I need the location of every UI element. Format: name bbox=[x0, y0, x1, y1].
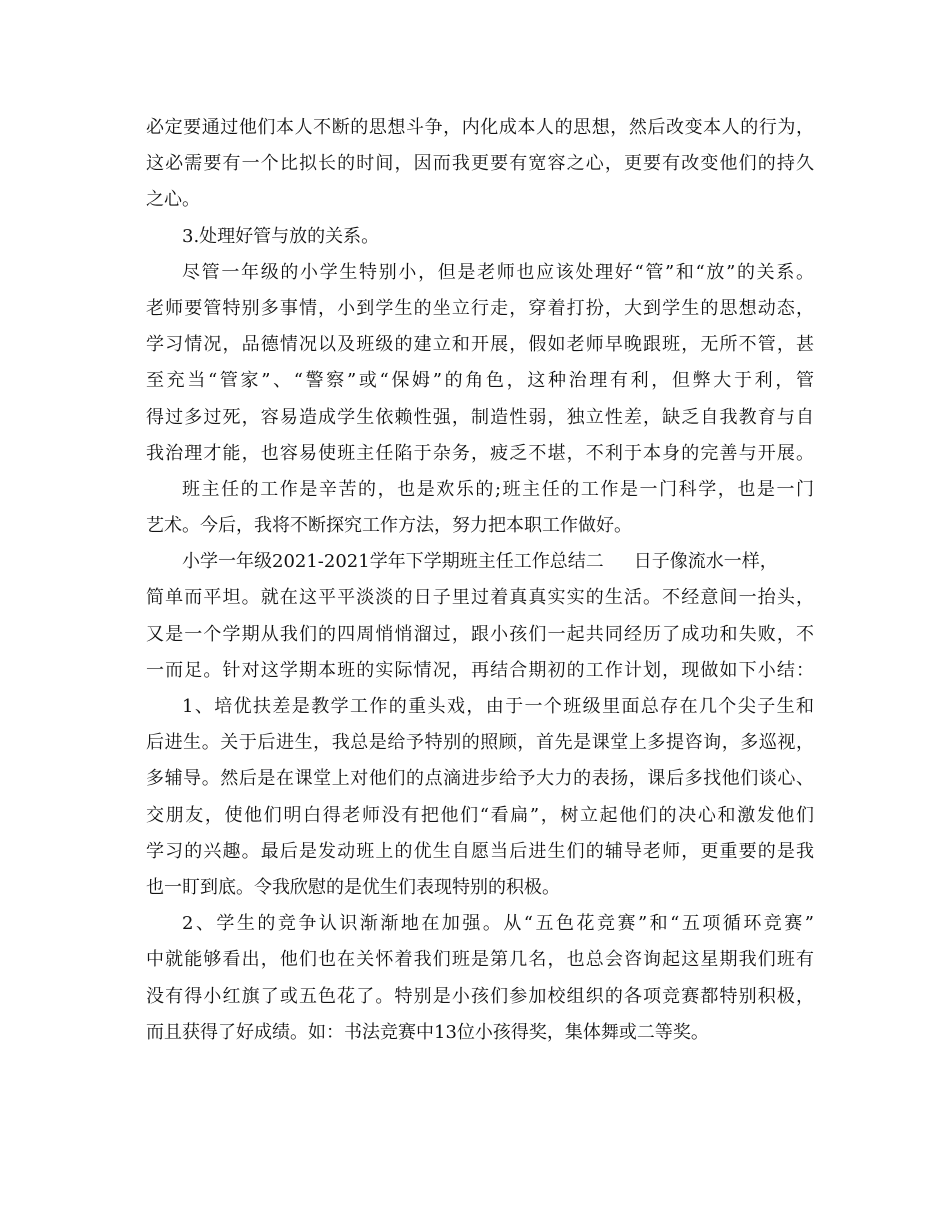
paragraph-first-line: 1、培优扶差是教学工作的重头戏，由于一个班级里面总存在几个尖子生和 bbox=[182, 696, 814, 717]
document-body bbox=[146, 110, 814, 1051]
text-line: 学习的兴趣。最后是发动班上的优生自愿当后进生们的辅导老师，更重要的是我 bbox=[146, 840, 814, 862]
text-line: 多辅导。然后是在课堂上对他们的点滴进步给予大力的表扬，课后多找他们谈心、 bbox=[146, 768, 814, 790]
text-line: 必定要通过他们本人不断的思想斗争，内化成本人的思想，然后改变本人的行为， bbox=[146, 117, 814, 138]
section-title: 小学一年级2021-2021学年下学期班主任工作总结二 bbox=[182, 551, 604, 573]
text-line: 而且获得了好成绩。如：书法竞赛中13位小孩得奖，集体舞或二等奖。 bbox=[146, 1021, 709, 1043]
text-line: 我治理才能，也容易使班主任陷于杂务，疲乏不堪，不利于本身的完善与开展。 bbox=[146, 442, 814, 464]
text-line: 得过多过死，容易造成学生依赖性强，制造性弱，独立性差，缺乏自我教育与自 bbox=[146, 406, 814, 428]
text-line: 没有得小红旗了或五色花了。特别是小孩们参加校组织的各项竞赛都特别积极， bbox=[146, 985, 814, 1007]
text-line: 也一盯到底。令我欣慰的是优生们表现特别的积极。 bbox=[146, 876, 560, 898]
text-line: 后进生。关于后进生，我总是给予特别的照顾，首先是课堂上多提咨询，多巡视， bbox=[146, 732, 814, 754]
text-line: 交朋友，使他们明白得老师没有把他们“看扁”，树立起他们的决心和激发他们 bbox=[146, 804, 814, 826]
section-heading: 3.处理好管与放的关系。 bbox=[182, 225, 380, 247]
paragraph-first-line: 2、学生的竞争认识渐渐地在加强。从“五色花竞赛”和“五项循环竞赛” bbox=[182, 913, 814, 935]
paragraph-first-line: 尽管一年级的小学生特别小，但是老师也应该处理好“管”和“放”的关系。 bbox=[182, 261, 814, 283]
text-line: 老师要管特别多事情，小到学生的坐立行走，穿着打扮，大到学生的思想动态， bbox=[146, 297, 814, 319]
section-title-continuation: 日子像流水一样， bbox=[633, 551, 778, 573]
paragraph-first-line: 班主任的工作是辛苦的，也是欢乐的;班主任的工作是一门科学，也是一门 bbox=[182, 478, 814, 500]
text-line: 简单而平坦。就在这平平淡淡的日子里过着真真实实的生活。不经意间一抬头， bbox=[146, 587, 814, 609]
text-line: 又是一个学期从我们的四周悄悄溜过，跟小孩们一起共同经历了成功和失败，不 bbox=[146, 623, 814, 645]
text-line: 学习情况，品德情况以及班级的建立和开展，假如老师早晚跟班，无所不管，甚 bbox=[146, 334, 814, 356]
section-title-line bbox=[146, 544, 814, 580]
text-line: 一而足。针对这学期本班的实际情况，再结合期初的工作计划，现做如下小结： bbox=[146, 659, 814, 681]
text-line: 之心。 bbox=[146, 189, 200, 211]
text-line: 这必需要有一个比拟长的时间，因而我更要有宽容之心，更要有改变他们的持久 bbox=[146, 153, 814, 175]
text-line: 艺术。今后，我将不断探究工作方法，努力把本职工作做好。 bbox=[146, 515, 632, 537]
text-line: 至充当“管家”、“警察”或“保姆”的角色，这种治理有利，但弊大于利，管 bbox=[146, 370, 814, 392]
text-line: 中就能够看出，他们也在关怀着我们班是第几名，也总会咨询起这星期我们班有 bbox=[146, 949, 814, 971]
